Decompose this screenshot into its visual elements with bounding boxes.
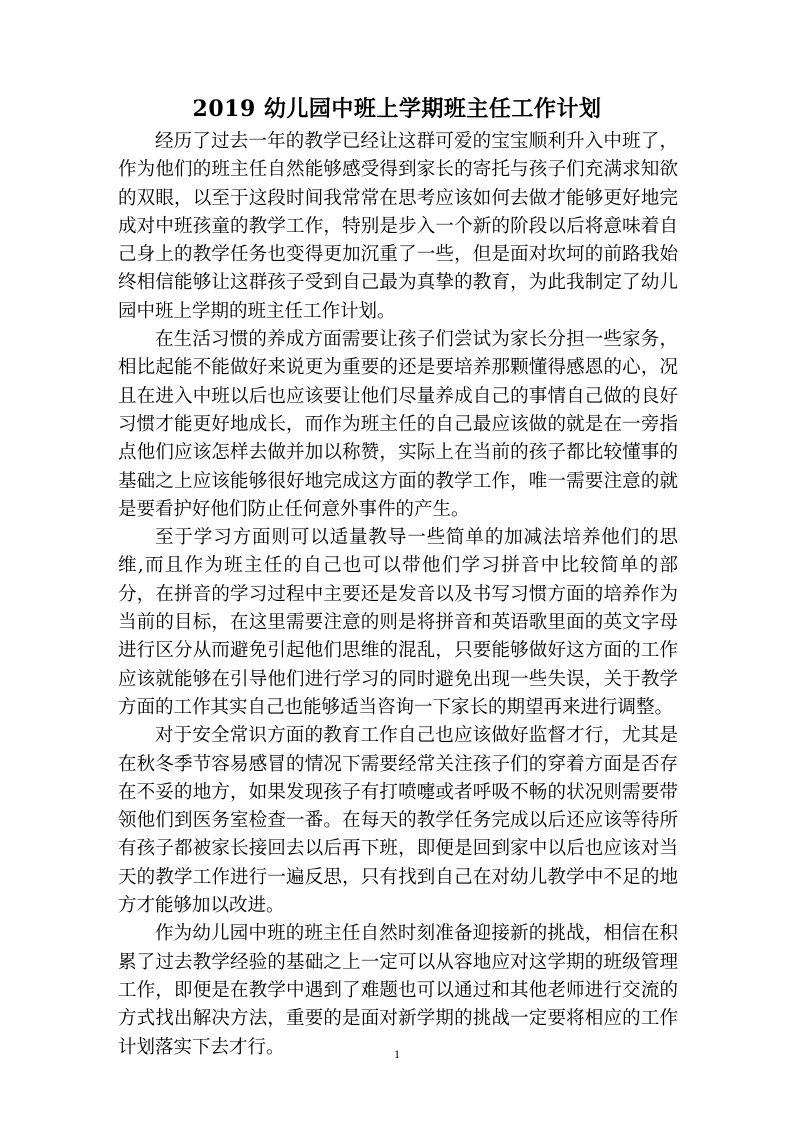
document-body (118, 128, 678, 1062)
paragraph-life-habits: 在生活习惯的养成方面需要让孩子们尝试为家长分担一些家务，相比起能不能做好来说更为重要的还是要培养那颗懂得感恩的心，况且在进入中班以后也应该要让他们尽量养成自己的事情自己做的良好习惯才能更好地成长，而作为班主任的自己最应该做的就是在一旁指点他们应该怎样去做并加以称赞，实际上在当前的孩子都比较懂事的基础之上应该能够很好地完成这方面的教学工作，唯一需要注意的就是要看护好他们防止任何意外事件的产生。 (118, 329, 678, 520)
document-title: 2019 幼儿园中班上学期班主任工作计划 (192, 96, 602, 122)
paragraph-safety: 对于安全常识方面的教育工作自己也应该做好监督才行，尤其是在秋冬季节容易感冒的情况下需要经常关注孩子们的穿着方面是否存在不妥的地方，如果发现孩子有打喷嚏或者呼吸不畅的状况则需要带领他们到医务室检查一番。在每天的教学任务完成以后还应该等待所有孩子都被家长接回去以后再下班，即便是回到家中以后也应该对当天的教学工作进行一遍反思，只有找到自己在对幼儿教学中不足的地方才能够加以改进。 (118, 725, 678, 917)
paragraph-learning: 至于学习方面则可以适量教导一些简单的加减法培养他们的思维,而且作为班主任的自己也可以带他们学习拼音中比较简单的部分，在拼音的学习过程中主要还是发音以及书写习惯方面的培养作为当前的目标，在这里需要注意的则是将拼音和英语歌里面的英文字母进行区分从而避免引起他们思维的混乱，只要能够做好这方面的工作应该就能够在引导他们进行学习的同时避免出现一些失误，关于教学方面的工作其实自己也能够适当咨询一下家长的期望再来进行调整。 (118, 527, 678, 718)
paragraph-conclusion: 作为幼儿园中班的班主任自然时刻准备迎接新的挑战，相信在积累了过去教学经验的基础之上一定可以从容地应对这学期的班级管理工作，即便是在教学中遇到了难题也可以通过和其他老师进行交流的方式找出解决方法，重要的是面对新学期的挑战一定要将相应的工作计划落实下去才行。 (118, 923, 678, 1058)
paragraph-intro: 经历了过去一年的教学已经让这群可爱的宝宝顺利升入中班了，作为他们的班主任自然能够感受得到家长的寄托与孩子们充满求知欲的双眼，以至于这段时间我常常在思考应该如何去做才能够更好地完成对中班孩童的教学工作，特别是步入一个新的阶段以后将意味着自己身上的教学任务也变得更加沉重了一些，但是面对坎坷的前路我始终相信能够让这群孩子受到自己最为真挚的教育，为此我制定了幼儿园中班上学期的班主任工作计划。 (118, 131, 678, 322)
page-number: 1 (394, 1047, 400, 1061)
